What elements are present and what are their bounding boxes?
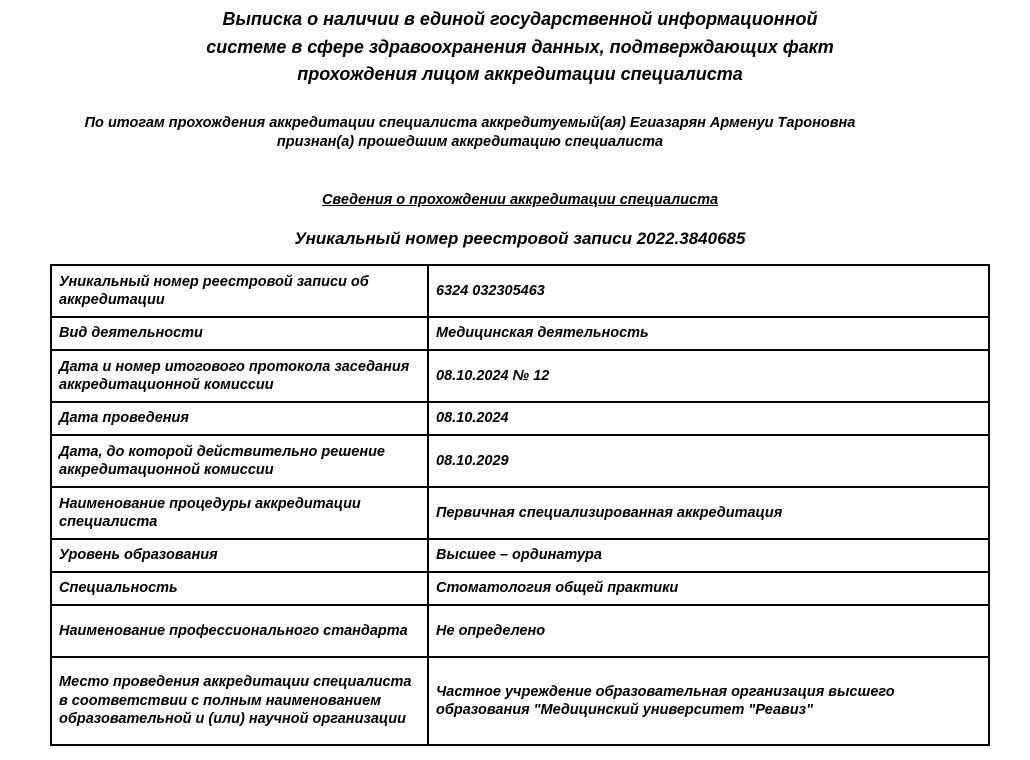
row-label: Дата, до которой действительно решение аккредитационной комиссии xyxy=(51,435,428,487)
title-line: системе в сфере здравоохранения данных, подтверждающих факт xyxy=(206,36,834,57)
row-value: 08.10.2029 xyxy=(428,435,989,487)
row-value: Высшее – ординатура xyxy=(428,539,989,572)
title-line: прохождения лицом аккредитации специалиста xyxy=(297,64,743,84)
table-row xyxy=(51,572,989,605)
table-row xyxy=(51,605,989,657)
row-label: Дата проведения xyxy=(51,402,428,435)
table-row xyxy=(51,487,989,539)
accreditation-table xyxy=(50,264,990,746)
registry-number: Уникальный номер реестровой записи 2022.3840685 xyxy=(294,229,746,248)
row-value: Стоматология общей практики xyxy=(428,572,989,605)
row-value: 08.10.2024 № 12 xyxy=(428,350,989,402)
section-title: Сведения о прохождении аккредитации специалиста xyxy=(321,192,719,208)
table-row xyxy=(51,657,989,745)
table-row xyxy=(51,317,989,350)
row-label: Вид деятельности xyxy=(51,317,428,350)
row-label: Уникальный номер реестровой записи об аккредитации xyxy=(51,265,428,317)
table-row xyxy=(51,265,989,317)
table-row xyxy=(51,435,989,487)
result-line: По итогам прохождения аккредитации специалиста аккредитуемый(ая) Егиазарян Арменуи Тароновна xyxy=(84,115,856,131)
title-line: Выписка о наличии в единой государственной информационной xyxy=(222,9,818,29)
table-row xyxy=(51,539,989,572)
row-value: Не определено xyxy=(428,605,989,657)
row-value: 6324 032305463 xyxy=(428,265,989,317)
row-label: Место проведения аккредитации специалиста в соответствии с полным наименованием образовательной и (или) научной организации xyxy=(51,657,428,745)
row-value: 08.10.2024 xyxy=(428,402,989,435)
row-label: Дата и номер итогового протокола заседания аккредитационной комиссии xyxy=(51,350,428,402)
document-title xyxy=(130,6,910,89)
result-line: признан(а) прошедшим аккредитацию специалиста xyxy=(276,134,664,150)
table-row xyxy=(51,350,989,402)
row-label: Специальность xyxy=(51,572,428,605)
table-row xyxy=(51,402,989,435)
accreditation-result xyxy=(40,114,900,152)
row-label: Наименование процедуры аккредитации специалиста xyxy=(51,487,428,539)
row-value: Первичная специализированная аккредитация xyxy=(428,487,989,539)
row-value: Частное учреждение образовательная организация высшего образования "Медицинский университет "Реавиз" xyxy=(428,657,989,745)
row-label: Наименование профессионального стандарта xyxy=(51,605,428,657)
row-value: Медицинская деятельность xyxy=(428,317,989,350)
section-heading xyxy=(120,190,920,210)
row-label: Уровень образования xyxy=(51,539,428,572)
